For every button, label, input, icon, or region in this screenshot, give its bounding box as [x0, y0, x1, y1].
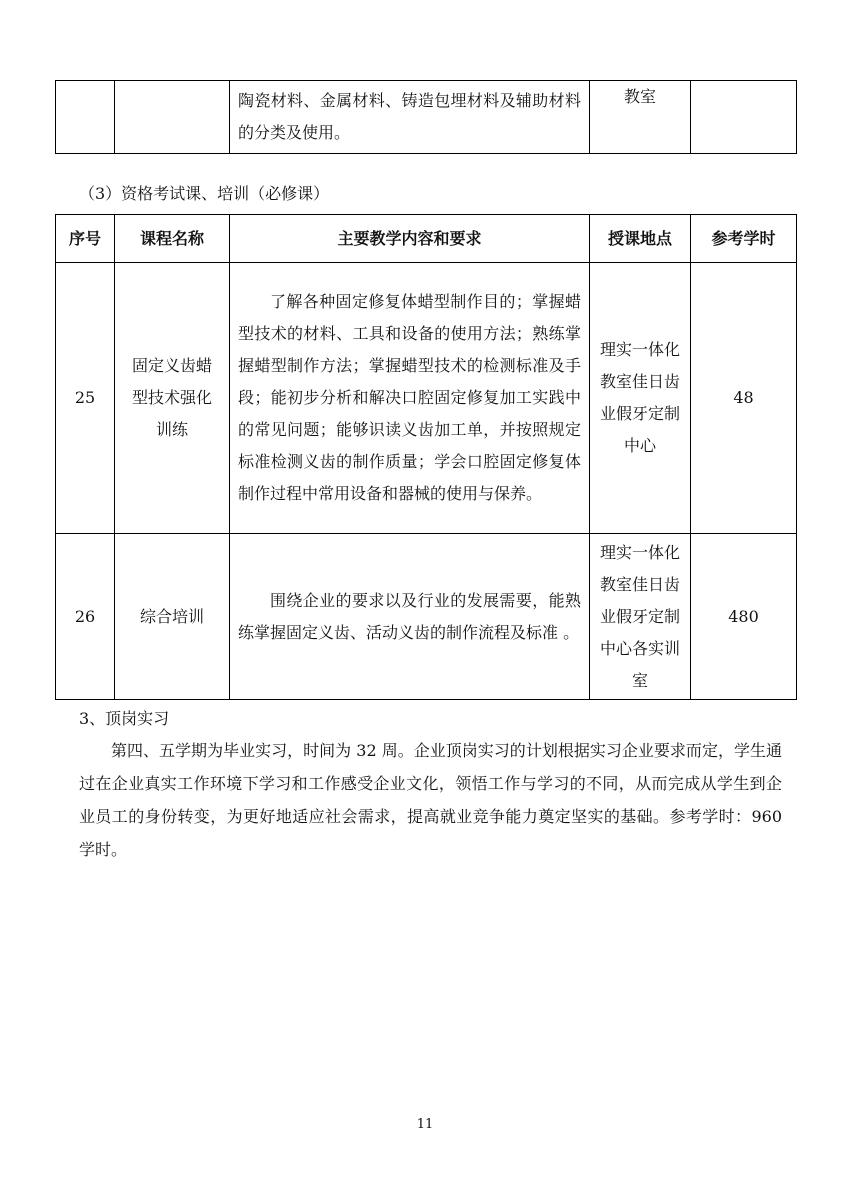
cell-hours: 480 [691, 534, 797, 700]
cell-course-name: 综合培训 [115, 534, 230, 700]
table-row [56, 81, 797, 154]
cell-location: 理实一体化教室佳日齿业假牙定制中心 [590, 263, 691, 534]
cell-index: 26 [56, 534, 115, 700]
course-table [55, 214, 797, 700]
cell-content [230, 534, 590, 700]
header-location: 授课地点 [590, 215, 691, 263]
cell-course-name [115, 81, 230, 154]
header-content: 主要教学内容和要求 [230, 215, 590, 263]
cell-hours [691, 81, 797, 154]
cell-index: 25 [56, 263, 115, 534]
continued-table [55, 80, 797, 154]
header-hours: 参考学时 [691, 215, 797, 263]
cell-content: 陶瓷材料、金属材料、铸造包埋材料及辅助材料的分类及使用。 [230, 81, 590, 154]
body-paragraph: 第四、五学期为毕业实习，时间为 32 周。企业顶岗实习的计划根据实习企业要求而定，学生通过在企业真实工作环境下学习和工作感受企业文化，领悟工作与学习的不同，从而完成从学生到企业员工的身份转变，为更好地适应社会需求，提高就业竞争能力奠定坚实的基础。参考学时：960 学时。 [79, 741, 782, 859]
table-row [56, 263, 797, 534]
page-number: 11 [416, 1117, 434, 1132]
cell-hours: 48 [691, 263, 797, 534]
cell-content-text: 围绕企业的要求以及行业的发展需要，能熟练掌握固定义齿、活动义齿的制作流程及标准 。 [238, 590, 581, 642]
cell-location: 教室 [590, 81, 691, 154]
cell-location: 理实一体化教室佳日齿业假牙定制中心各实训室 [590, 534, 691, 700]
cell-course-name: 固定义齿蜡型技术强化训练 [115, 263, 230, 534]
cell-index [56, 81, 115, 154]
section-label: （3）资格考试课、培训（必修课） [79, 184, 330, 203]
cell-content [230, 263, 590, 534]
table-header-row [56, 215, 797, 263]
cell-content-text: 了解各种固定修复体蜡型制作目的；掌握蜡型技术的材料、工具和设备的使用方法；熟练掌握蜡型制作方法；掌握蜡型技术的检测标准及手段；能初步分析和解决口腔固定修复加工实践中的常见问题；能够识读义齿加工单，并按照规定标准检测义齿的制作质量；学会口腔固定修复体制作过程中常用设备和器械的使用与保养。 [238, 292, 581, 503]
table-row [56, 534, 797, 700]
section-heading: 3、顶岗实习 [79, 709, 170, 728]
header-course-name: 课程名称 [115, 215, 230, 263]
header-index: 序号 [56, 215, 115, 263]
